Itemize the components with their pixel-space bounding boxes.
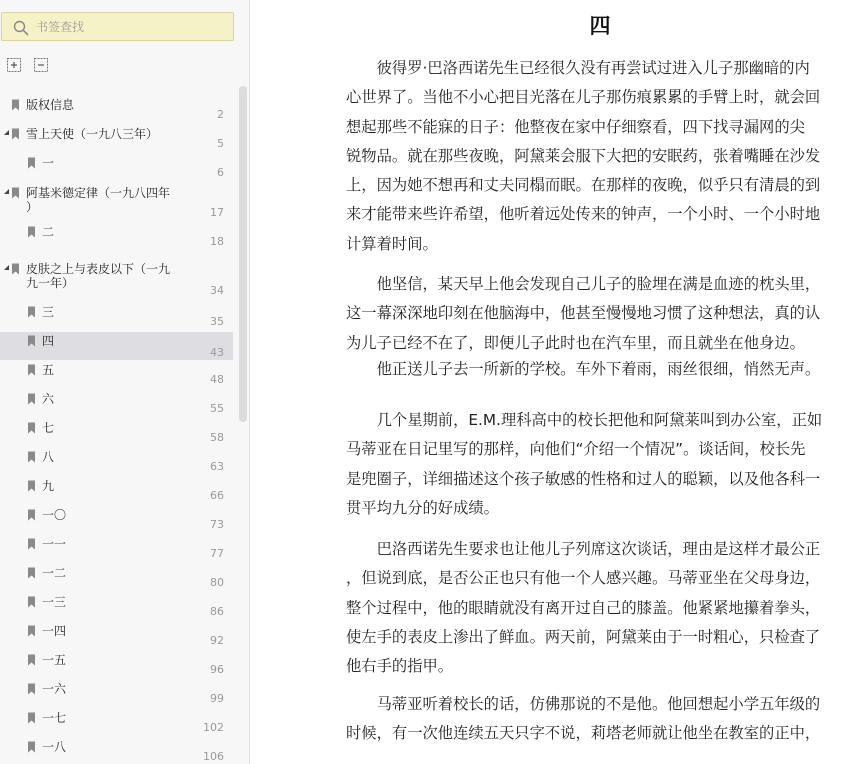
text-line: 来才能带来些许希望，他听着远处传来的钟声，一个小时、一个小时地 [346, 205, 821, 224]
collapse-all-icon[interactable] [34, 58, 48, 72]
bookmark-item[interactable] [0, 593, 233, 619]
text-line: 是兜圈子，详细描述这个孩子敏感的性格和过人的聪颖，以及他各科一 [346, 469, 821, 488]
bookmark-item[interactable] [0, 361, 233, 387]
bookmark-item[interactable] [0, 125, 233, 151]
bookmark-item[interactable] [0, 564, 233, 590]
body-paragraph [346, 690, 846, 749]
bookmark-icon [27, 741, 36, 753]
bookmark-item[interactable] [0, 390, 233, 416]
bookmark-page-number: 77 [210, 547, 224, 560]
text-line: 贯平均九分的好成绩。 [346, 498, 499, 517]
bookmark-icon [27, 157, 36, 169]
bookmark-icon [27, 538, 36, 550]
bookmark-item[interactable] [0, 96, 233, 122]
bookmark-label: 一〇 [42, 508, 67, 522]
text-line: 使左手的表皮上渗出了鲜血。两天前，阿黛莱由于一时粗心，只检查了 [346, 627, 821, 646]
bookmark-icon [27, 451, 36, 463]
bookmark-icon [27, 364, 36, 376]
bookmark-icon [27, 422, 36, 434]
bookmark-page-number: 96 [210, 663, 224, 676]
text-line: 整个过程中，他的眼睛就没有离开过自己的膝盖。他紧紧地攥着拳头， [346, 598, 821, 617]
bookmark-page-number: 63 [210, 460, 224, 473]
bookmark-label: 版权信息 [26, 98, 75, 112]
bookmark-item[interactable] [0, 223, 233, 249]
bookmark-item[interactable] [0, 651, 233, 677]
bookmark-item[interactable] [0, 154, 233, 180]
bookmark-item[interactable] [0, 448, 233, 474]
bookmark-toolbar [0, 54, 240, 76]
bookmark-label: 一四 [42, 624, 67, 638]
expand-all-icon[interactable] [7, 58, 21, 72]
search-icon [13, 20, 29, 36]
text-line: 想起那些不能寐的日子：他整夜在家中仔细察看，四下找寻漏网的尖 [346, 117, 805, 136]
bookmark-item[interactable] [0, 506, 233, 532]
text-line: 这一幕深深地印刻在他脑海中，他甚至慢慢地习惯了这种想法，真的认 [346, 304, 821, 323]
bookmark-icon [27, 654, 36, 666]
bookmark-label: 一五 [42, 653, 67, 667]
bookmark-label: 一 [42, 156, 55, 170]
text-line: 他正送儿子去一所新的学校。车外下着雨，雨丝很细，悄然无声。 [346, 360, 821, 378]
bookmark-page-number: 86 [210, 605, 224, 618]
text-line: 为儿子已经不在了，即便儿子此时也在汽车里，而且就坐在他身边。 [346, 333, 805, 352]
bookmark-page-number: 2 [217, 108, 224, 121]
bookmark-page-number: 102 [203, 721, 224, 734]
text-line: 几个星期前，E.M.理科高中的校长把他和阿黛莱叫到办公室，正如 [346, 411, 823, 429]
reading-pane [250, 0, 847, 764]
bookmark-label: 四 [42, 334, 55, 348]
expanded-triangle-icon[interactable] [3, 188, 10, 195]
text-line: 心世界了。当他不小心把目光落在儿子那伤痕累累的手臂上时，就会回 [346, 88, 821, 107]
bookmark-icon [11, 263, 20, 275]
text-line: 他坚信，某天早上他会发现自己儿子的脸埋在满是血迹的枕头里， [346, 275, 821, 293]
bookmark-icon [27, 683, 36, 695]
bookmark-sidebar [0, 0, 250, 764]
bookmark-item[interactable] [0, 303, 233, 329]
chapter-title: 四 [589, 13, 611, 38]
bookmark-page-number: 58 [210, 431, 224, 444]
bookmark-label: 六 [42, 392, 55, 406]
bookmark-icon [11, 99, 20, 111]
bookmark-search-box[interactable] [1, 12, 234, 41]
bookmark-page-number: 66 [210, 489, 224, 502]
bookmark-icon [27, 226, 36, 238]
expanded-triangle-icon[interactable] [3, 264, 10, 271]
bookmark-page-number: 43 [210, 346, 224, 359]
bookmark-icon [27, 509, 36, 521]
bookmark-page-number: 92 [210, 634, 224, 647]
text-line: 马蒂亚在日记里写的那样，向他们“介绍一个情况”。谈话间，校长先 [346, 440, 806, 459]
body-paragraph [346, 535, 846, 681]
bookmark-icon [27, 335, 36, 347]
bookmark-page-number: 106 [203, 750, 224, 763]
bookmark-page-number: 34 [210, 284, 224, 297]
bookmark-icon [27, 306, 36, 318]
text-line: 上，因为她不想再和丈夫同榻而眠。在那样的夜晚，似乎只有清晨的到 [346, 176, 821, 195]
bookmark-label: 九 [42, 479, 55, 493]
text-line: 计算着时间。 [346, 234, 438, 253]
body-paragraph [346, 355, 846, 384]
bookmark-page-number: 17 [210, 206, 224, 219]
bookmark-search-input[interactable] [36, 17, 226, 36]
text-line: 彼得罗·巴洛西诺先生已经很久没有再尝试过进入儿子那幽暗的内 [346, 59, 810, 77]
bookmark-page-number: 80 [210, 576, 224, 589]
bookmark-item[interactable] [0, 260, 233, 298]
body-paragraph [346, 54, 846, 259]
bookmark-page-number: 6 [217, 166, 224, 179]
bookmark-label: 一一 [42, 537, 67, 551]
bookmark-page-number: 73 [210, 518, 224, 531]
bookmark-label: 一二 [42, 566, 67, 580]
bookmark-item[interactable] [0, 477, 233, 503]
bookmark-icon [27, 596, 36, 608]
body-paragraph [346, 406, 846, 523]
text-line: 锐物品。就在那些夜晚，阿黛莱会服下大把的安眠药，张着嘴睡在沙发 [346, 146, 821, 165]
bookmark-page-number: 5 [217, 137, 224, 150]
bookmark-item[interactable] [0, 535, 233, 561]
bookmark-icon [27, 567, 36, 579]
body-paragraph [346, 270, 846, 358]
text-line: 他右手的指甲。 [346, 657, 454, 676]
bookmark-item[interactable] [0, 332, 233, 360]
text-line: 时候，有一次他连续五天只字不说，莉塔老师就让他坐在教室的正中， [346, 724, 821, 743]
bookmark-label: 一八 [42, 740, 67, 754]
bookmark-label: 一六 [42, 682, 67, 696]
bookmark-label: 七 [42, 421, 55, 435]
bookmark-item[interactable] [0, 680, 233, 706]
bookmark-item[interactable] [0, 709, 233, 735]
bookmark-icon [11, 187, 20, 199]
bookmark-page-number: 18 [210, 235, 224, 248]
bookmark-icon [27, 625, 36, 637]
bookmark-label: 皮肤之上与表皮以下（一九 九一年） [26, 262, 171, 290]
text-line: ，但说到底，是否公正也只有他一个人感兴趣。马蒂亚坐在父母身边， [346, 569, 821, 588]
bookmark-label: 二 [42, 225, 55, 239]
text-line: 马蒂亚听着校长的话，仿佛那说的不是他。他回想起小学五年级的 [346, 695, 821, 713]
bookmark-label: 一七 [42, 711, 67, 725]
bookmark-label: 一三 [42, 595, 67, 609]
bookmark-item[interactable] [0, 419, 233, 445]
text-line: 巴洛西诺先生要求也让他儿子列席这次谈话，理由是这样才最公正 [346, 540, 821, 558]
sidebar-scrollbar[interactable] [239, 86, 247, 422]
expanded-triangle-icon[interactable] [3, 129, 10, 136]
bookmark-label: 雪上天使（一九八三年） [26, 127, 159, 141]
bookmark-item[interactable] [0, 622, 233, 648]
bookmark-label: 三 [42, 305, 55, 319]
bookmark-label: 五 [42, 363, 55, 377]
bookmark-page-number: 35 [210, 315, 224, 328]
bookmark-item[interactable] [0, 738, 233, 764]
bookmark-page-number: 55 [210, 402, 224, 415]
bookmark-item[interactable] [0, 184, 233, 220]
bookmark-page-number: 48 [210, 373, 224, 386]
bookmark-label: 阿基米德定律（一九八四年 ） [26, 186, 171, 214]
bookmark-icon [27, 712, 36, 724]
bookmark-page-number: 99 [210, 692, 224, 705]
bookmark-icon [27, 393, 36, 405]
bookmark-icon [27, 480, 36, 492]
bookmark-label: 八 [42, 450, 55, 464]
bookmark-icon [11, 128, 20, 140]
